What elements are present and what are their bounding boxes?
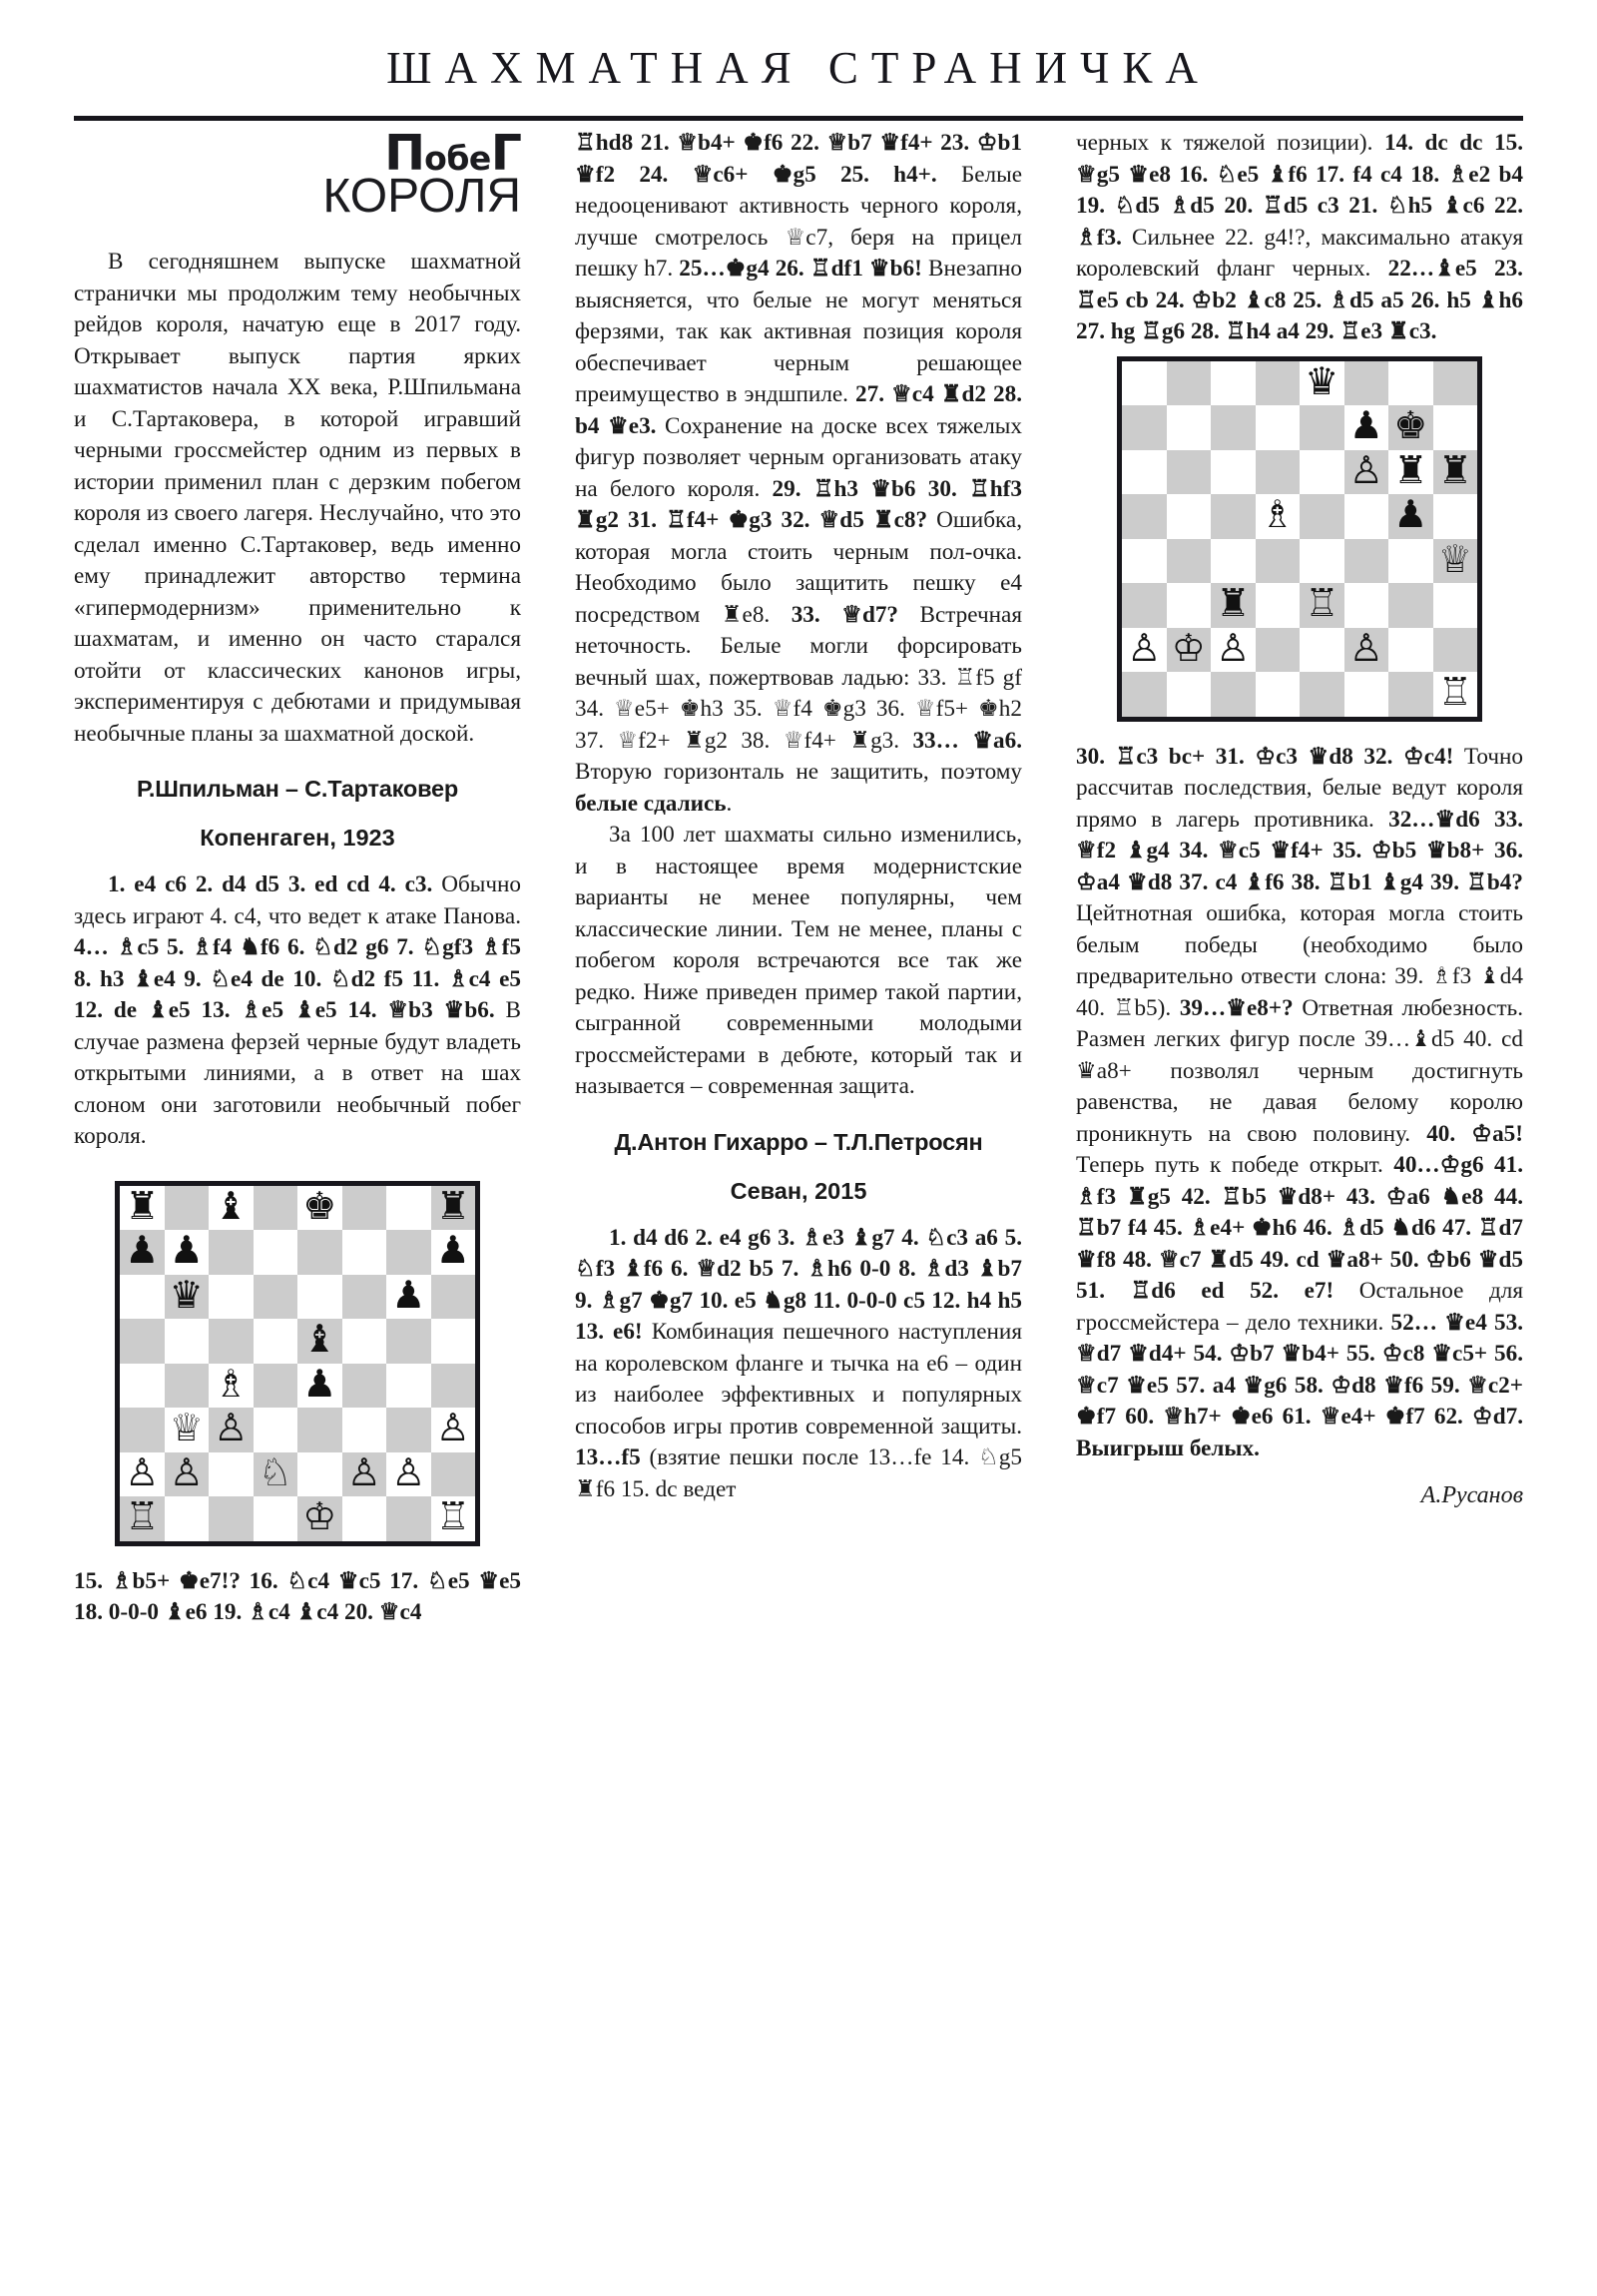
moves-run: 40. ♔a5!: [1426, 1120, 1523, 1147]
board-square: [342, 1364, 387, 1409]
board-square: [1256, 539, 1301, 584]
board-square: [209, 1183, 254, 1231]
board-square: [431, 1408, 476, 1452]
board-square: [209, 1275, 254, 1320]
moves-run: 4… ♗c5 5. ♗f4 ♞f6 6. ♘d2 g6 7. ♘gf3 ♗f5 8. h3 ♝e4 9. ♘e4 de 10. ♘d2 f5 11. ♗c4 e5 12. de ♝e5 13. ♗e5 ♝e5 14. ♕b3 ♛b6.: [74, 934, 521, 1024]
chess-piece: ♚: [302, 1183, 337, 1228]
header-divider: [74, 116, 1523, 121]
board-square: [1433, 628, 1478, 673]
chess-piece: ♕: [169, 1406, 204, 1450]
board-square: [1433, 447, 1478, 495]
chess-diagram-1: [115, 1181, 480, 1546]
board-square: [342, 1496, 387, 1541]
board-square: [386, 1272, 431, 1320]
board-square: [1388, 672, 1433, 717]
board-square: [1256, 361, 1301, 406]
board-square: [1433, 361, 1478, 406]
chess-piece: ♜: [1437, 447, 1472, 492]
board-square: [120, 1230, 165, 1275]
board-square: [165, 1186, 210, 1231]
game-2-moves-paragraph: [575, 1223, 1022, 1506]
moves-run: 33… ♛a6.: [912, 727, 1022, 754]
board-square: [165, 1319, 210, 1364]
game-1-event: Копенгаген, 1923: [200, 825, 395, 852]
board-square: [165, 1408, 210, 1452]
board-square: [1388, 447, 1433, 495]
annotation-run: Ответная любезность. Размен легких фигур после 39…♝d5 40. cd ♛a8+ позволял черным достигнуть равенства, не давая белому королю проникнуть на свою половину.: [1076, 994, 1524, 1147]
chess-piece: ♜: [125, 1183, 160, 1228]
headline-line-1: ПобеГ: [384, 125, 521, 182]
board-square: [1344, 405, 1389, 450]
board-square: [1167, 450, 1212, 495]
page-title: ШАХМАТНАЯ СТРАНИЧКА: [386, 43, 1211, 93]
chess-piece: ♗: [1260, 492, 1295, 537]
board-square: [254, 1319, 298, 1364]
board-square: [209, 1319, 254, 1364]
annotation-run: В случае размена ферзей черные будут владеть открытыми линиями, а в ответ на шах слоном они заготовили необычный побег короля.: [74, 997, 521, 1150]
board-square: [386, 1186, 431, 1231]
chess-piece: ♔: [302, 1494, 337, 1539]
moves-run: 15. ♗b5+ ♚e7!? 16. ♘c4 ♛c5 17. ♘e5 ♛e5 18. 0-0-0 ♝e6 19. ♗c4 ♝c4 20. ♕c4: [74, 1567, 521, 1626]
annotation-run: Точно рассчитав последствия, белые ведут короля прямо в лагерь противника.: [1076, 743, 1524, 833]
moves-run: 30. ♖c3 bc+ 31. ♔c3 ♛d8 32. ♔c4!: [1076, 743, 1454, 770]
board-square: [297, 1275, 342, 1320]
board-square: [1300, 405, 1344, 450]
board-square: [1344, 539, 1389, 584]
board-square: [1211, 494, 1256, 539]
board-square: [120, 1496, 165, 1541]
board-square: [1211, 672, 1256, 717]
game-2-players: Д.Антон Гихарро – Т.Л.Петросян: [614, 1128, 983, 1155]
board-square: [120, 1275, 165, 1320]
chess-diagram-2: [1117, 356, 1482, 722]
chess-piece: ♙: [214, 1406, 249, 1450]
board-square: [1211, 583, 1256, 628]
board-square: [1433, 405, 1478, 450]
annotation-run: Обычно здесь играют 4. c4, что ведет к атаке Панова.: [74, 871, 521, 929]
chess-piece: ♔: [1171, 625, 1206, 670]
board-square: [209, 1230, 254, 1275]
board-square: [1300, 583, 1344, 628]
chess-diagram-1-wrap: [74, 1181, 521, 1546]
chess-piece: ♕: [1437, 536, 1472, 581]
moves-run: 40…♔g6 41. ♗f3 ♜g5 42. ♖b5 ♛d8+ 43. ♔a6 ♞e8 44. ♖b7 f4 45. ♗e4+ ♚h6 46. ♗d5 ♞d6 47. ♖d7 ♛f8 48. ♕c7 ♜d5 49. cd ♛a8+ 50. ♔b6 ♛d5 51. ♖d6 ed 52. e7!: [1076, 1152, 1523, 1304]
board-square: [297, 1452, 342, 1497]
board-square: [165, 1496, 210, 1541]
board-square: [1211, 450, 1256, 495]
board-square: [1122, 494, 1167, 539]
board-square: [1256, 628, 1301, 673]
chess-piece: ♙: [1127, 625, 1162, 670]
chess-piece: ♙: [435, 1406, 470, 1450]
chess-diagram-2-wrap: [1076, 356, 1523, 722]
board-square: [1211, 361, 1256, 406]
moves-run: 1. e4 c6 2. d4 d5 3. ed cd 4. c3.: [108, 871, 433, 898]
moves-run: 33. ♕d7?: [791, 601, 899, 628]
annotation-run: Сохранение на доске всех тяжелых фигур позволяет черным организовать атаку на белого короля.: [575, 412, 1022, 502]
moves-run: 52… ♛e4 53. ♕d7 ♛d4+ 54. ♔b7 ♛b4+ 55. ♔c8 ♛c5+ 56. ♕c7 ♛e5 57. a4 ♛g6 58. ♔d8 ♛f6 59. ♕c2+ ♚f7 60. ♕h7+ ♚e6 61. ♕e4+ ♚f7 62. ♔d7. Выигрыш белых.: [1076, 1309, 1523, 1461]
board-square: [1433, 583, 1478, 628]
board-square: [1167, 625, 1212, 673]
chess-piece: ♟: [1393, 492, 1428, 537]
board-square: [254, 1449, 298, 1497]
article-headline: [74, 125, 521, 224]
board-square: [165, 1230, 210, 1275]
board-square: [1300, 450, 1344, 495]
board-square: [1122, 361, 1167, 406]
moves-run: 1. d4 d6 2. e4 g6 3. ♗e3 ♝g7 4. ♘c3 a6 5. ♘f3 ♝f6 6. ♕d2 b5 7. ♗h6 0-0 8. ♗d3 ♝b7 9. ♗g7 ♚g7 10. e5 ♞g8 11. 0-0-0 c5 12. h4 h5 13. e6!: [575, 1224, 1022, 1345]
board-square: [297, 1183, 342, 1231]
board-square: [386, 1364, 431, 1409]
board-square: [1122, 405, 1167, 450]
board-square: [386, 1496, 431, 1541]
board-square: [1211, 405, 1256, 450]
board-square: [1344, 447, 1389, 495]
board-square: [1300, 628, 1344, 673]
chess-piece: ♜: [1393, 447, 1428, 492]
chess-piece: ♜: [1216, 581, 1251, 626]
board-square: [1388, 494, 1433, 539]
headline-line-2: КОРОЛЯ: [322, 170, 521, 224]
chess-piece: ♟: [169, 1228, 204, 1273]
board-square: [1300, 494, 1344, 539]
board-square: [254, 1275, 298, 1320]
annotation-run: Теперь путь к победе открыт.: [1076, 1152, 1394, 1178]
board-square: [1344, 583, 1389, 628]
moves-run: ♖hd8 21. ♕b4+ ♚f6 22. ♕b7 ♛f4+ 23. ♔b1 ♛f2 24. ♕c6+ ♚g5 25. h4+.: [575, 130, 1022, 188]
game-1-moves-after-diagram: [74, 1566, 521, 1629]
chess-piece: ♖: [1437, 670, 1472, 715]
board-square: [1211, 625, 1256, 673]
chess-piece: ♖: [125, 1494, 160, 1539]
board-square: [1256, 583, 1301, 628]
annotation-run: Вторую горизонталь не защитить, поэтому: [575, 759, 1022, 785]
moves-run: 25…♚g4 26. ♖df1 ♛b6!: [679, 256, 922, 282]
board-square: [342, 1275, 387, 1320]
moves-run: 39…♛e8+?: [1179, 994, 1294, 1021]
board-square: [120, 1319, 165, 1364]
chess-piece: ♟: [125, 1228, 160, 1273]
column-2: [575, 128, 1022, 2214]
chess-piece: ♗: [214, 1361, 249, 1406]
annotation-run: Белые недооценивают активность черного короля, лучше смотрелось ♕c7, беря на прицел пешку h7.: [575, 161, 1022, 282]
chess-piece: ♟: [391, 1272, 426, 1317]
masthead: [74, 43, 1523, 93]
game-1-players: Р.Шпильман – С.Тартаковер: [136, 776, 459, 803]
author-signature: А.Русанов: [1420, 1482, 1523, 1508]
chess-piece: ♚: [1393, 403, 1428, 448]
chess-piece: ♖: [1305, 581, 1339, 626]
board-square: [209, 1361, 254, 1409]
annotation-run: Встречная неточность. Белые могли форсировать вечный шах, пожертвовав ладью: 33. ♖f5 gf 34. ♕e5+ ♚h3 35. ♕f4 ♚g3 36. ♕f5+ ♚h2 37. ♕f2+ ♜g2 38. ♕f4+ ♜g3.: [575, 601, 1023, 754]
board-square: [1300, 539, 1344, 584]
board-square: [342, 1319, 387, 1364]
board-square: [254, 1230, 298, 1275]
board-square: [431, 1275, 476, 1320]
column-3: [1076, 128, 1523, 2214]
board-square: [1388, 361, 1433, 406]
board-square: [1344, 672, 1389, 717]
column-3-continuation: [1076, 128, 1523, 348]
board-square: [254, 1186, 298, 1231]
annotation-run: .: [726, 790, 733, 817]
board-square: [297, 1408, 342, 1452]
chess-piece: ♙: [391, 1449, 426, 1494]
chess-piece: ♙: [169, 1449, 204, 1494]
board-square: [1256, 450, 1301, 495]
board-square: [1256, 405, 1301, 450]
three-column-layout: [74, 125, 1524, 2214]
game-1-moves-paragraph: [74, 869, 521, 1153]
board-square: [386, 1319, 431, 1364]
board-square: [254, 1408, 298, 1452]
board-square: [431, 1319, 476, 1364]
board-square: [209, 1408, 254, 1452]
moves-run: 22…♝e5 23. ♖e5 cb 24. ♔b2 ♝c8 25. ♗d5 a5 26. h5 ♝h6 27. hg ♖g6 28. ♖h4 a4 29. ♖e3 ♜c3.: [1076, 256, 1523, 344]
chess-piece: ♟: [302, 1361, 337, 1406]
board-square: [431, 1452, 476, 1497]
board-square: [431, 1496, 476, 1541]
moves-run: 32…♛d6 33. ♕f2 ♝g4 34. ♕c5 ♛f4+ 35. ♔b5 ♛b8+ 36. ♔a4 ♛d8 37. c4 ♝f6 38. ♖b1 ♝g4 39. ♖b4?: [1076, 806, 1523, 895]
board-square: [209, 1496, 254, 1541]
board-square: [254, 1496, 298, 1541]
board-square: [1388, 628, 1433, 673]
annotation-run: Внезапно выясняется, что белые не могут меняться ферзями, так как активная позиция короля обеспечивает черным решающее преимущество в эндшпиле.: [575, 256, 1022, 407]
resignation-text: белые сдались: [575, 790, 727, 817]
board-square: [1433, 536, 1478, 584]
moves-run: 13…f5: [575, 1444, 641, 1470]
intro-paragraph: В сегодняшнем выпуске шахматной странички мы продолжим тему необычных рейдов короля, начатую еще в 2017 году. Открывает выпуск партия ярких шахматистов начала XX века, Р.Шпильмана и С.Тартаковера, в которой игравший черными гроссмейстер одним из первых в истории применил план с дерзким побегом короля из своего лагеря. Неслучайно, что это сделал именно С.Тартаковер, ведь именно ему принадлежит авторство термина «гипермодернизм» применительно к шахматам, и именно он часто старался отойти от классических канонов игры, экспериментируя с дебютами и придумывая необычные планы за шахматной доской.: [74, 249, 521, 747]
chess-piece: ♙: [1216, 625, 1251, 670]
chess-piece: ♟: [1348, 403, 1383, 448]
board-square: [1167, 494, 1212, 539]
board-square: [1344, 494, 1389, 539]
chess-piece: ♙: [1348, 447, 1383, 492]
board-square: [386, 1408, 431, 1452]
board-square: [342, 1230, 387, 1275]
board-square: [1256, 672, 1301, 717]
chess-piece: ♝: [214, 1183, 249, 1228]
column-1: [74, 125, 521, 2214]
chess-piece: ♙: [346, 1449, 381, 1494]
moves-run: 14. dc dc 15. ♕g5 ♛e8 16. ♘e5 ♝f6 17. f4 c4 18. ♗e2 b4 19. ♘d5 ♗d5 20. ♖d5 c3 21. ♘h5 ♝c6 22. ♗f3.: [1076, 130, 1523, 251]
annotation-run: черных к тяжелой позиции).: [1076, 130, 1384, 156]
board-square: [1211, 539, 1256, 584]
board-square: [342, 1449, 387, 1497]
board-square: [386, 1449, 431, 1497]
board-square: [1122, 625, 1167, 673]
board-square: [1122, 672, 1167, 717]
annotation-run: Комбинация пешечного наступления на королевском фланге и тычка на e6 – один из наиболее эффективных и популярных способов игры против современной защиты.: [575, 1319, 1022, 1439]
chess-piece: ♛: [169, 1272, 204, 1317]
chess-piece: ♜: [435, 1183, 470, 1228]
annotation-run: Цейтнотная ошибка, которая могла стоить белым победы (необходимо было предварительно отвести слона: 39. ♗f3 ♝d4 40. ♖b5).: [1076, 900, 1523, 1021]
board-square: [1433, 494, 1478, 539]
board-square: [342, 1408, 387, 1452]
board-square: [1167, 361, 1212, 406]
annotation-run: (взятие пешки после 13…fe 14. ♘g5 ♜f6 15. dc ведет: [575, 1444, 1022, 1502]
board-square: [165, 1364, 210, 1409]
board-square: [1167, 583, 1212, 628]
board-square: [1388, 405, 1433, 450]
board-square: [1344, 361, 1389, 406]
annotation-run: Ошибка, которая могла стоить черным пол-очка. Необходимо было защитить пешку e4 посредством ♜e8.: [575, 507, 1022, 628]
board-square: [1256, 494, 1301, 539]
board-square: [209, 1452, 254, 1497]
board-square: [431, 1183, 476, 1231]
board-square: [1167, 539, 1212, 584]
column-2-continuation: [575, 128, 1022, 820]
board-square: [1167, 405, 1212, 450]
chess-piece: ♛: [1305, 358, 1339, 403]
game-2-event: Севан, 2015: [730, 1177, 867, 1204]
chess-piece: ♙: [125, 1449, 160, 1494]
chess-piece: ♙: [1348, 625, 1383, 670]
hundred-years-paragraph: За 100 лет шахматы сильно изменились, и в настоящее время модернистские варианты не менее популярны, чем классические линии. Тем не менее, планы с побегом короля встречаются все так же редко. Ниже приведен пример такой партии, сыгранной современными молодыми гроссмейстерами в дебюте, который так и называется – современная защита.: [575, 822, 1022, 1099]
board-square: [1388, 539, 1433, 584]
board-square: [1122, 539, 1167, 584]
board-square: [342, 1186, 387, 1231]
moves-run: 27. ♕c4 ♜d2 28. b4 ♛e3.: [575, 381, 1022, 439]
board-square: [254, 1364, 298, 1409]
chess-piece: ♖: [435, 1494, 470, 1539]
board-square: [1122, 583, 1167, 628]
board-square: [1344, 625, 1389, 673]
moves-run: 29. ♖h3 ♛b6 30. ♖hf3 ♜g2 31. ♖f4+ ♚g3 32. ♕d5 ♜c8?: [575, 475, 1022, 533]
board-square: [1388, 583, 1433, 628]
annotation-run: Сильнее 22. g4!?, максимально атакуя королевский фланг черных.: [1076, 224, 1523, 282]
board-square: [120, 1183, 165, 1231]
board-square: [431, 1364, 476, 1409]
board-square: [165, 1272, 210, 1320]
board-square: [297, 1496, 342, 1541]
board-square: [386, 1230, 431, 1275]
board-square: [297, 1361, 342, 1409]
board-square: [297, 1230, 342, 1275]
board-square: [1300, 672, 1344, 717]
annotation-run: Остальное для гроссмейстера – дело техники.: [1076, 1278, 1523, 1336]
chess-piece: ♟: [435, 1228, 470, 1273]
board-square: [165, 1449, 210, 1497]
chess-piece: ♝: [302, 1317, 337, 1362]
board-square: [297, 1319, 342, 1364]
board-square: [1122, 450, 1167, 495]
board-square: [120, 1364, 165, 1409]
board-square: [120, 1408, 165, 1452]
board-square: [1433, 672, 1478, 717]
board-square: [1167, 672, 1212, 717]
chess-piece: ♘: [258, 1449, 292, 1494]
board-square: [1300, 358, 1344, 406]
board-square: [120, 1449, 165, 1497]
game-2-moves-after-diagram: [1076, 742, 1523, 1465]
board-square: [431, 1230, 476, 1275]
